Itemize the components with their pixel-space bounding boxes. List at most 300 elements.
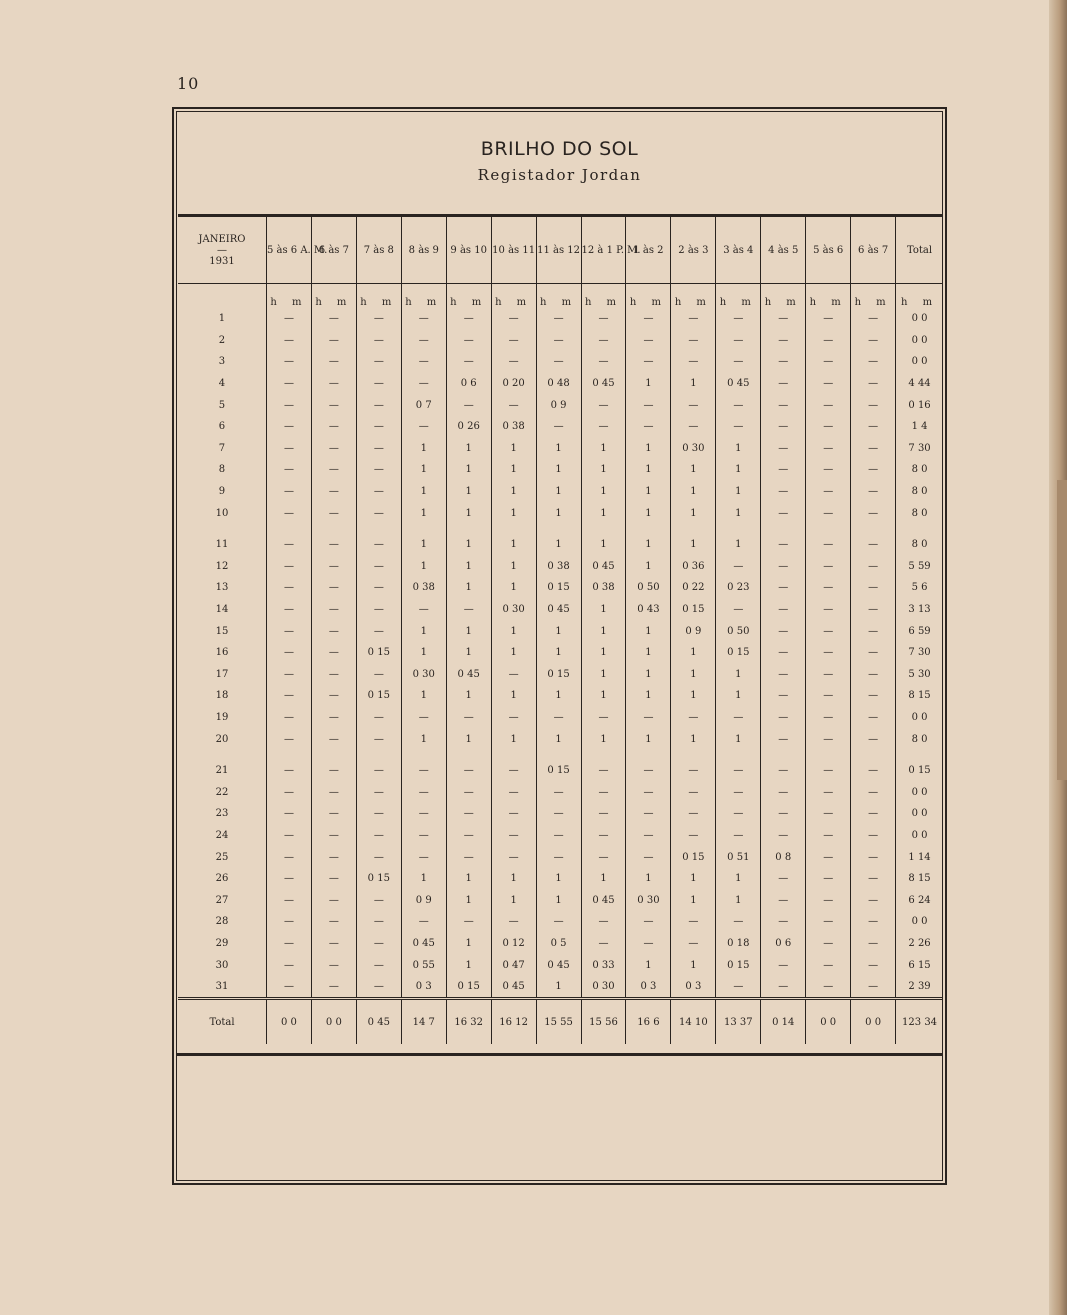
unit-label: h m	[626, 284, 671, 309]
value-cell: —	[581, 933, 626, 955]
value-cell: —	[806, 889, 851, 911]
value-cell: 0 0	[896, 330, 943, 352]
gap-cell	[491, 524, 536, 534]
value-cell: —	[356, 760, 401, 782]
unit-label: h m	[671, 284, 716, 309]
value-cell: 0 30	[401, 664, 446, 686]
value-cell: —	[806, 933, 851, 955]
value-cell: —	[266, 707, 311, 729]
value-cell: 1	[491, 556, 536, 578]
value-cell: 8 0	[896, 728, 943, 750]
value-cell: —	[446, 330, 491, 352]
value-cell: —	[311, 889, 356, 911]
total-cell: 0 0	[806, 999, 851, 1045]
value-cell: —	[446, 825, 491, 847]
value-cell: —	[806, 781, 851, 803]
gap-cell	[356, 750, 401, 760]
unit-label: h m	[581, 284, 626, 309]
value-cell: 4 44	[896, 373, 943, 395]
value-cell: —	[491, 351, 536, 373]
unit-label: h m	[896, 284, 943, 309]
value-cell: —	[761, 803, 806, 825]
day-cell: 26	[215, 873, 229, 885]
gap-cell	[851, 524, 896, 534]
table-row	[178, 685, 943, 707]
value-cell: 1	[716, 481, 761, 503]
gap-cell	[446, 750, 491, 760]
total-cell: 0 0	[266, 999, 311, 1045]
value-cell: —	[671, 351, 716, 373]
value-cell: —	[761, 620, 806, 642]
value-cell: 1	[536, 976, 581, 999]
value-cell: —	[761, 760, 806, 782]
value-cell: —	[626, 351, 671, 373]
value-cell: —	[266, 664, 311, 686]
value-cell: 1	[446, 577, 491, 599]
value-cell: 1	[446, 933, 491, 955]
value-cell: —	[761, 351, 806, 373]
value-cell: 0 15	[716, 954, 761, 976]
value-cell: —	[851, 954, 896, 976]
value-cell: —	[806, 330, 851, 352]
year-label: 1931	[209, 255, 235, 267]
value-cell: 1	[671, 502, 716, 524]
value-cell: 0 5	[536, 933, 581, 955]
table-row	[178, 330, 943, 352]
value-cell: —	[356, 351, 401, 373]
table-row	[178, 976, 943, 999]
value-cell: 0 15	[356, 868, 401, 890]
value-cell: 0 0	[896, 911, 943, 933]
value-cell: —	[401, 825, 446, 847]
value-cell: —	[671, 394, 716, 416]
value-cell: —	[761, 556, 806, 578]
gap-cell	[806, 750, 851, 760]
value-cell: 6 15	[896, 954, 943, 976]
unit-label: h m	[311, 284, 356, 309]
value-cell: 0 45	[491, 976, 536, 999]
units-spacer	[178, 284, 266, 309]
value-cell: 1	[716, 728, 761, 750]
value-cell: 0 26	[446, 416, 491, 438]
value-cell: 1	[401, 534, 446, 556]
value-cell: —	[761, 481, 806, 503]
table-row	[178, 846, 943, 868]
value-cell: —	[581, 825, 626, 847]
value-cell: 1	[626, 459, 671, 481]
value-cell: 1	[671, 459, 716, 481]
total-cell: 16 6	[626, 999, 671, 1045]
value-cell: —	[356, 534, 401, 556]
value-cell: 1	[626, 642, 671, 664]
day-cell: 19	[215, 711, 229, 723]
value-cell: —	[266, 803, 311, 825]
value-cell: —	[806, 577, 851, 599]
day-cell: 29	[215, 937, 229, 949]
value-cell: 0 9	[401, 889, 446, 911]
value-cell: —	[311, 707, 356, 729]
value-cell: 1	[401, 685, 446, 707]
value-cell: —	[446, 707, 491, 729]
value-cell: —	[311, 438, 356, 460]
value-cell: —	[401, 599, 446, 621]
column-header: 9 às 10	[446, 216, 491, 284]
value-cell: —	[356, 373, 401, 395]
unit-label: h m	[536, 284, 581, 309]
day-cell: 24	[215, 829, 229, 841]
value-cell: —	[536, 911, 581, 933]
value-cell: —	[851, 534, 896, 556]
total-cell: 0 14	[761, 999, 806, 1045]
day-cell: 8	[218, 464, 226, 476]
value-cell: 8 0	[896, 481, 943, 503]
value-cell: 7 30	[896, 642, 943, 664]
unit-label: h m	[446, 284, 491, 309]
value-cell: 1	[446, 620, 491, 642]
value-cell: —	[806, 351, 851, 373]
value-cell: —	[266, 577, 311, 599]
value-cell: —	[581, 416, 626, 438]
unit-label: h m	[266, 284, 311, 309]
value-cell: —	[311, 846, 356, 868]
value-cell: —	[536, 846, 581, 868]
gap-cell	[851, 750, 896, 760]
value-cell: —	[401, 330, 446, 352]
value-cell: —	[356, 976, 401, 999]
day-cell: 14	[215, 604, 229, 616]
value-cell: 0 9	[536, 394, 581, 416]
table-row	[178, 781, 943, 803]
day-cell: 30	[215, 959, 229, 971]
value-cell: —	[806, 556, 851, 578]
value-cell: —	[401, 760, 446, 782]
value-cell: 1	[581, 620, 626, 642]
value-cell: 1	[581, 868, 626, 890]
value-cell: —	[806, 534, 851, 556]
value-cell: —	[311, 933, 356, 955]
day-cell: 2	[218, 334, 226, 346]
gap-cell	[761, 750, 806, 760]
value-cell: —	[266, 534, 311, 556]
value-cell: 1	[491, 642, 536, 664]
value-cell: —	[806, 308, 851, 330]
value-cell: 1	[536, 868, 581, 890]
gap-cell	[626, 750, 671, 760]
column-header: 3 às 4	[716, 216, 761, 284]
value-cell: —	[761, 308, 806, 330]
table-row	[178, 933, 943, 955]
value-cell: —	[851, 781, 896, 803]
value-cell: 1	[401, 502, 446, 524]
value-cell: —	[806, 502, 851, 524]
value-cell: 1	[446, 728, 491, 750]
value-cell: 1	[626, 954, 671, 976]
value-cell: —	[806, 620, 851, 642]
value-cell: 0 38	[491, 416, 536, 438]
value-cell: 1	[626, 373, 671, 395]
unit-label: h m	[401, 284, 446, 309]
value-cell: 0 9	[671, 620, 716, 642]
value-cell: —	[761, 599, 806, 621]
gap-cell	[536, 524, 581, 534]
value-cell: 1	[626, 664, 671, 686]
total-cell: 16 12	[491, 999, 536, 1045]
value-cell: —	[851, 760, 896, 782]
value-cell: —	[581, 846, 626, 868]
value-cell: —	[536, 781, 581, 803]
value-cell: —	[311, 459, 356, 481]
value-cell: 1 4	[896, 416, 943, 438]
value-cell: —	[761, 954, 806, 976]
decade-gap	[178, 750, 943, 760]
gap-cell	[178, 750, 266, 760]
value-cell: 1	[716, 534, 761, 556]
value-cell: —	[581, 394, 626, 416]
value-cell: 8 15	[896, 868, 943, 890]
value-cell: 0 0	[896, 781, 943, 803]
value-cell: —	[266, 976, 311, 999]
value-cell: —	[311, 351, 356, 373]
table-row	[178, 728, 943, 750]
value-cell: 1	[716, 868, 761, 890]
value-cell: —	[491, 846, 536, 868]
value-cell: 8 0	[896, 502, 943, 524]
value-cell: —	[311, 556, 356, 578]
value-cell: —	[266, 416, 311, 438]
value-cell: —	[311, 825, 356, 847]
value-cell: —	[716, 351, 761, 373]
value-cell: 0 15	[536, 760, 581, 782]
value-cell: —	[851, 642, 896, 664]
value-cell: —	[266, 330, 311, 352]
value-cell: —	[671, 781, 716, 803]
value-cell: —	[716, 707, 761, 729]
total-cell: 13 37	[716, 999, 761, 1045]
day-cell: 21	[215, 765, 229, 777]
value-cell: —	[266, 825, 311, 847]
value-cell: —	[581, 803, 626, 825]
value-cell: —	[851, 577, 896, 599]
value-cell: —	[266, 685, 311, 707]
month-dash: —	[216, 244, 227, 256]
value-cell: —	[536, 308, 581, 330]
value-cell: —	[851, 438, 896, 460]
value-cell: —	[491, 781, 536, 803]
value-cell: —	[311, 394, 356, 416]
table-row	[178, 707, 943, 729]
value-cell: 1	[626, 620, 671, 642]
gap-cell	[761, 524, 806, 534]
value-cell: 0 15	[671, 846, 716, 868]
value-cell: 0 0	[896, 351, 943, 373]
day-cell: 20	[215, 733, 229, 745]
value-cell: 1	[626, 534, 671, 556]
value-cell: —	[626, 825, 671, 847]
value-cell: 0 48	[536, 373, 581, 395]
total-cell: 14 7	[401, 999, 446, 1045]
value-cell: 1	[716, 438, 761, 460]
day-cell: 13	[215, 582, 229, 594]
value-cell: —	[356, 394, 401, 416]
value-cell: —	[851, 846, 896, 868]
value-cell: 0 20	[491, 373, 536, 395]
value-cell: —	[356, 664, 401, 686]
value-cell: 0 51	[716, 846, 761, 868]
value-cell: 0 43	[626, 599, 671, 621]
header-row	[178, 216, 943, 284]
value-cell: —	[716, 825, 761, 847]
value-cell: 0 12	[491, 933, 536, 955]
day-cell: 31	[215, 981, 229, 993]
value-cell: 0 3	[401, 976, 446, 999]
value-cell: 1	[446, 459, 491, 481]
column-header: 5 às 6	[806, 216, 851, 284]
total-row	[178, 999, 943, 1045]
value-cell: —	[356, 481, 401, 503]
value-cell: —	[851, 308, 896, 330]
value-cell: —	[446, 394, 491, 416]
value-cell: —	[311, 577, 356, 599]
value-cell: —	[626, 781, 671, 803]
value-cell: —	[851, 728, 896, 750]
gap-cell	[671, 750, 716, 760]
value-cell: 0 45	[401, 933, 446, 955]
value-cell: —	[446, 781, 491, 803]
value-cell: 0 8	[761, 846, 806, 868]
value-cell: —	[356, 954, 401, 976]
page-edge-shadow	[1057, 480, 1067, 780]
value-cell: —	[491, 760, 536, 782]
value-cell: 1	[446, 556, 491, 578]
total-cell: 15 56	[581, 999, 626, 1045]
value-cell: —	[851, 868, 896, 890]
table-row	[178, 664, 943, 686]
value-cell: —	[491, 911, 536, 933]
value-cell: —	[761, 728, 806, 750]
value-cell: —	[491, 803, 536, 825]
value-cell: —	[851, 685, 896, 707]
value-cell: —	[401, 308, 446, 330]
value-cell: —	[536, 416, 581, 438]
value-cell: —	[446, 803, 491, 825]
table-row	[178, 642, 943, 664]
value-cell: 1	[671, 481, 716, 503]
value-cell: 0 15	[716, 642, 761, 664]
value-cell: —	[761, 502, 806, 524]
value-cell: —	[806, 760, 851, 782]
value-cell: 1	[491, 728, 536, 750]
value-cell: 0 23	[716, 577, 761, 599]
value-cell: —	[671, 933, 716, 955]
value-cell: —	[356, 438, 401, 460]
value-cell: 0 45	[581, 889, 626, 911]
value-cell: —	[806, 394, 851, 416]
value-cell: —	[311, 954, 356, 976]
gap-cell	[266, 750, 311, 760]
table-row	[178, 502, 943, 524]
value-cell: 0 3	[671, 976, 716, 999]
value-cell: —	[761, 459, 806, 481]
value-cell: —	[626, 803, 671, 825]
value-cell: —	[356, 728, 401, 750]
value-cell: 0 45	[536, 599, 581, 621]
value-cell: 0 15	[536, 664, 581, 686]
value-cell: —	[446, 911, 491, 933]
value-cell: 1	[536, 642, 581, 664]
value-cell: 1	[581, 502, 626, 524]
total-cell: 15 55	[536, 999, 581, 1045]
column-header: 8 às 9	[401, 216, 446, 284]
value-cell: 1	[536, 728, 581, 750]
value-cell: 1	[491, 534, 536, 556]
value-cell: 1	[491, 868, 536, 890]
value-cell: 2 26	[896, 933, 943, 955]
value-cell: 0 30	[581, 976, 626, 999]
day-cell: 5	[218, 399, 226, 411]
column-header: 12 à 1 P. M.	[581, 216, 626, 284]
value-cell: —	[761, 438, 806, 460]
value-cell: 1	[626, 556, 671, 578]
value-cell: 0 22	[671, 577, 716, 599]
value-cell: —	[671, 803, 716, 825]
value-cell: —	[266, 728, 311, 750]
column-header: 6 às 7	[851, 216, 896, 284]
value-cell: 1	[401, 728, 446, 750]
value-cell: —	[356, 933, 401, 955]
value-cell: 1	[581, 599, 626, 621]
value-cell: —	[311, 803, 356, 825]
day-cell: 28	[215, 916, 229, 928]
value-cell: 1	[446, 438, 491, 460]
value-cell: 0 55	[401, 954, 446, 976]
day-cell: 3	[218, 356, 226, 368]
day-cell: 9	[218, 486, 226, 498]
value-cell: 5 6	[896, 577, 943, 599]
value-cell: —	[491, 825, 536, 847]
value-cell: —	[491, 308, 536, 330]
value-cell: 0 36	[671, 556, 716, 578]
value-cell: 1	[401, 620, 446, 642]
value-cell: —	[401, 803, 446, 825]
value-cell: —	[851, 620, 896, 642]
day-cell: 18	[215, 690, 229, 702]
value-cell: —	[311, 664, 356, 686]
value-cell: —	[536, 825, 581, 847]
gap-cell	[311, 750, 356, 760]
value-cell: —	[536, 707, 581, 729]
value-cell: —	[266, 642, 311, 664]
value-cell: —	[266, 438, 311, 460]
value-cell: 1	[716, 889, 761, 911]
gap-cell	[178, 524, 266, 534]
value-cell: —	[446, 846, 491, 868]
value-cell: 1	[401, 868, 446, 890]
value-cell: 0 45	[536, 954, 581, 976]
total-cell: 16 32	[446, 999, 491, 1045]
table-row	[178, 373, 943, 395]
table-row	[178, 803, 943, 825]
value-cell: —	[626, 308, 671, 330]
total-cell: 0 0	[311, 999, 356, 1045]
value-cell: 1	[581, 459, 626, 481]
value-cell: 1	[671, 889, 716, 911]
value-cell: —	[356, 577, 401, 599]
value-cell: —	[716, 416, 761, 438]
value-cell: 0 45	[446, 664, 491, 686]
value-cell: 7 30	[896, 438, 943, 460]
value-cell: 1 14	[896, 846, 943, 868]
value-cell: 1	[671, 664, 716, 686]
